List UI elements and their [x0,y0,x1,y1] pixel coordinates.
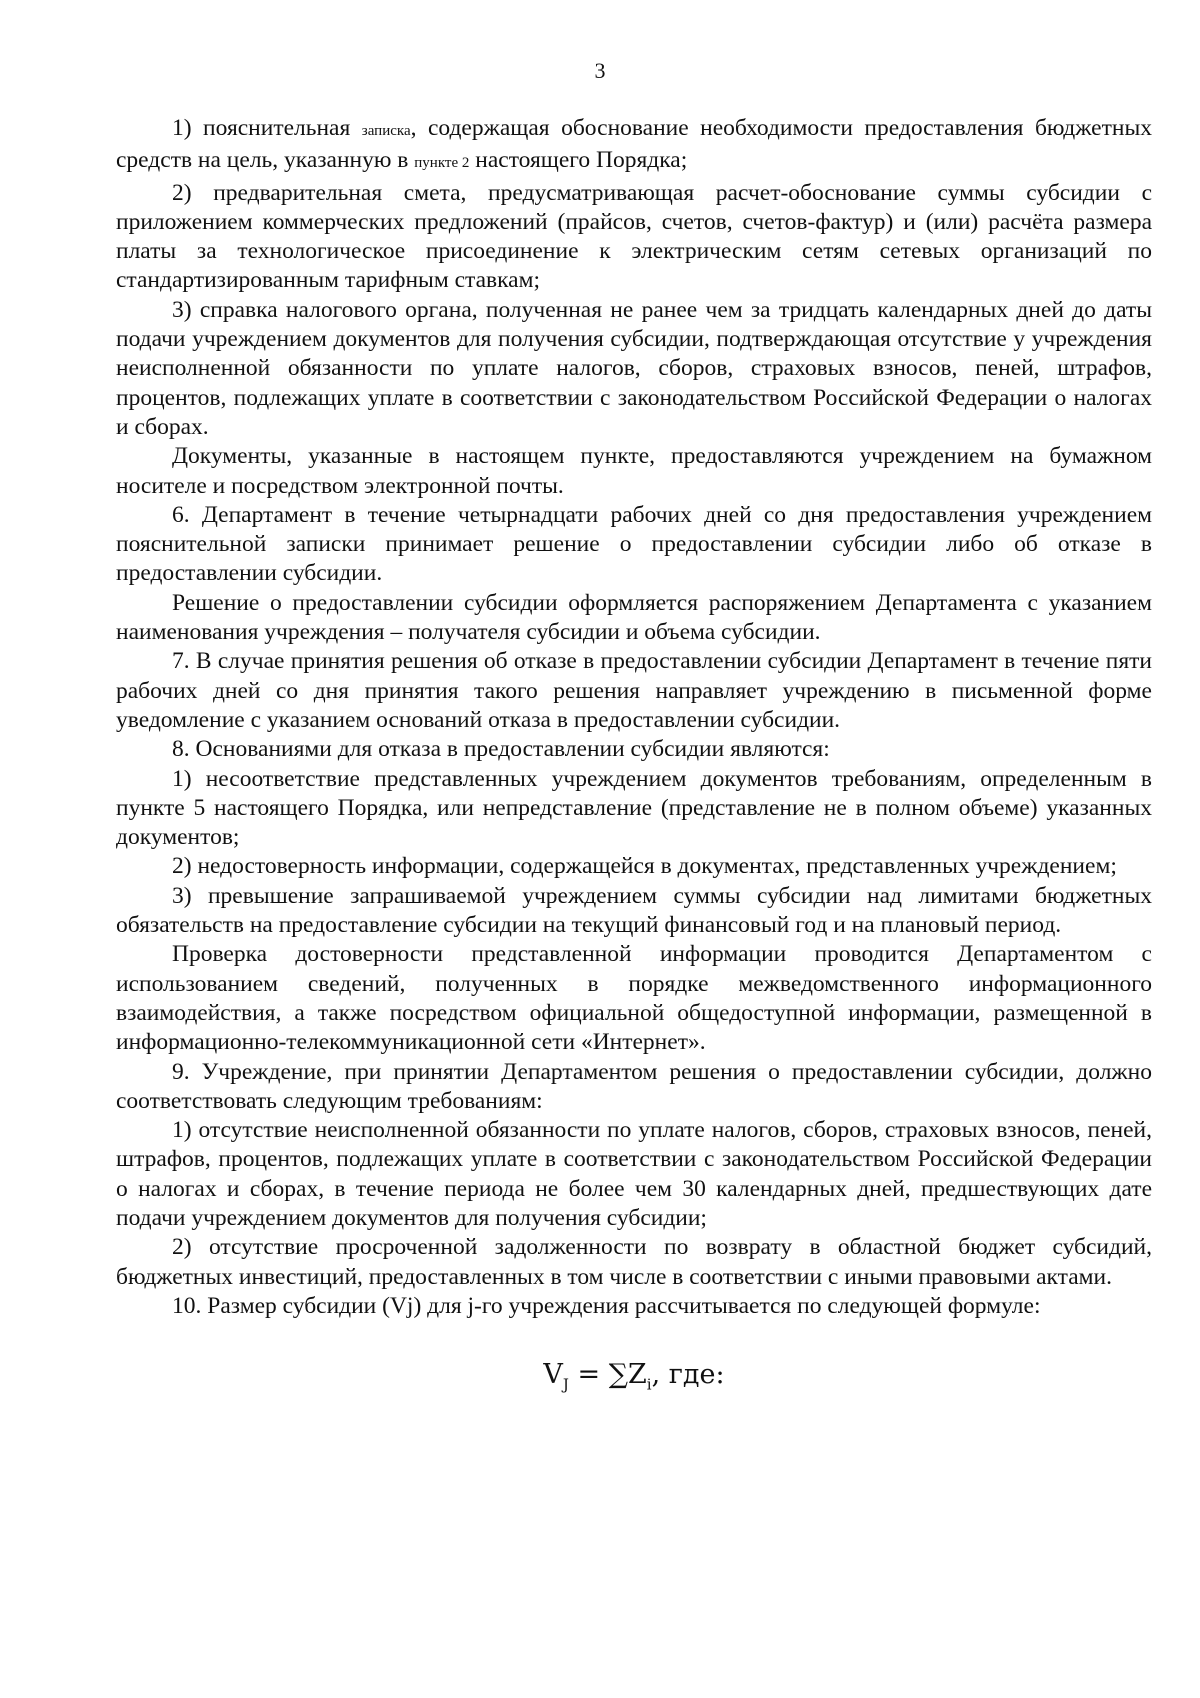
paragraph-verification: Проверка достоверности представленной информации проводится Департаментом с использованием сведений, полученных в порядке межведомственного информационного взаимодействия, а также посредством официальной общедоступной информации, размещенной в информационно-телекоммуникационной сети «Интернет». [116,941,1152,1056]
text-segment-small: пункте 2 [414,155,470,172]
paragraph-requirement-2: 2) отсутствие просроченной задолженности по возврату в областной бюджет субсидий, бюджетных инвестиций, предоставленных в том числе в соответствии с иными правовыми актами. [116,1234,1152,1290]
paragraph-tax-certificate: 3) справка налогового органа, полученная не ранее чем за тридцать календарных дней до даты подачи учреждением документов для получения субсидии, подтверждающая отсутствие у учреждения неисполненной обязанности по уплате налогов, сборов, страховых взносов, пеней, штрафов, процентов, подлежащих уплате в соответствии с законодательством Российской Федерации о налогах и сборах. [116,296,1152,440]
formula-tail: , где: [651,1359,725,1391]
text-segment-small: записка [361,123,411,139]
paragraph-requirement-1: 1) отсутствие неисполненной обязанности по уплате налогов, сборов, страховых взносов, пеней, штрафов, процентов, подлежащих уплате в соответствии с законодательством Российской Федерации о налогах и сборах, в течение периода не более чем 30 календарных дней, предшествующих дате подачи учреждением документов для получения субсидии; [116,1117,1152,1231]
formula-lhs-subscript: J [562,1375,569,1394]
document-body [116,114,1152,1401]
formula-sum-subscript: i [646,1375,652,1394]
text-segment: , содержащая обоснование необходимости предоставления бюджетных средств на цель, указанную в [116,115,1152,174]
paragraph-explanatory-note [116,114,1152,179]
formula-sum: = ∑Z [568,1359,647,1391]
paragraph-item-7: 7. В случае принятия решения об отказе в предоставлении субсидии Департамент в течение пяти рабочих дней со дня принятия такого решения направляет учреждению в письменной форме уведомление с указанием оснований отказа в предоставлении субсидии. [116,648,1152,733]
paragraph-refusal-ground-2: 2) недостоверность информации, содержащейся в документах, представленных учреждением; [172,853,1117,880]
page-number: 3 [594,58,606,83]
paragraph-item-10: 10. Размер субсидии (Vj) для j-го учреждения рассчитывается по следующей формуле: [172,1292,1041,1319]
paragraph-documents-submission: Документы, указанные в настоящем пункте, предоставляются учреждением на бумажном носителе и посредством электронной почты. [116,443,1152,499]
paragraph-decision: Решение о предоставлении субсидии оформляется распоряжением Департамента с указанием наименования учреждения – получателя субсидии и объема субсидии. [116,589,1152,646]
paragraph-item-9: 9. Учреждение, при принятии Департаментом решения о предоставлении субсидии, должно соответствовать следующим требованиям: [116,1058,1152,1114]
paragraph-item-6: 6. Департамент в течение четырнадцати рабочих дней со дня предоставления учреждением пояснительной записки принимает решение о предоставлении субсидии либо об отказе в предоставлении субсидии. [116,501,1152,587]
paragraph-item-8: 8. Основаниями для отказа в предоставлении субсидии являются: [172,736,830,763]
text-segment: 1) пояснительная [172,115,362,141]
formula-lhs: V [543,1359,563,1391]
paragraph-refusal-ground-1: 1) несоответствие представленных учреждением документов требованиям, определенным в пункте 5 настоящего Порядка, или непредставление (представление не в полном объеме) указанных документов; [116,765,1152,851]
subsidy-formula [116,1359,1152,1400]
text-segment: настоящего Порядка; [469,147,688,174]
paragraph-estimate: 2) предварительная смета, предусматривающая расчет-обоснование суммы субсидии с приложением коммерческих предложений (прайсов, счетов, счетов-фактур) и (или) расчёта размера платы за технологическое присоединение к электрическим сетям сетевых организаций по стандартизированным тарифным ставкам; [116,179,1152,294]
paragraph-refusal-ground-3: 3) превышение запрашиваемой учреждением суммы субсидии над лимитами бюджетных обязательств на предоставление субсидии на текущий финансовый год и на плановый период. [116,882,1152,939]
